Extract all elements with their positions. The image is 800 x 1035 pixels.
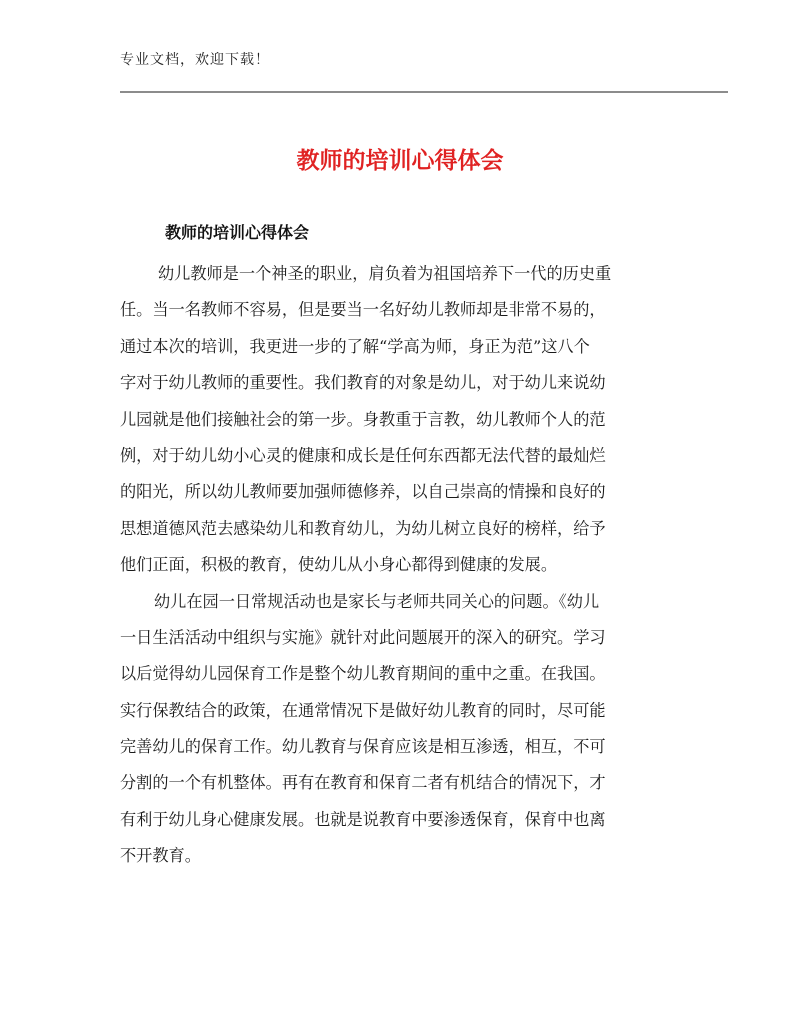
paragraph-line: 分割的一个有机整体。再有在教育和保育二者有机结合的情况下，才	[120, 773, 606, 793]
paragraph-line: 任。当一名教师不容易，但是要当一名好幼儿教师却是非常不易的，	[120, 300, 606, 320]
paragraph-line: 儿园就是他们接触社会的第一步。身教重于言教，幼儿教师个人的范	[120, 409, 606, 429]
document-title: 教师的培训心得体会	[296, 148, 504, 174]
paragraph-1	[120, 256, 675, 584]
paragraph-line: 字对于幼儿教师的重要性。我们教育的对象是幼儿，对于幼儿来说幼	[120, 373, 606, 393]
paragraph-line: 以后觉得幼儿园保育工作是整个幼儿教育期间的重中之重。在我国。	[120, 664, 606, 684]
paragraph-line: 例，对于幼儿幼小心灵的健康和成长是任何东西都无法代替的最灿烂	[120, 445, 606, 465]
paragraph-line: 幼儿教师是一个神圣的职业，肩负着为祖国培养下一代的历史重	[158, 264, 612, 283]
paragraph-line: 的阳光，所以幼儿教师要加强师德修养，以自己崇高的情操和良好的	[120, 482, 606, 502]
paragraph-line: 实行保教结合的政策，在通常情况下是做好幼儿教育的同时，尽可能	[120, 700, 606, 720]
paragraph-line: 他们正面，积极的教育，使幼儿从小身心都得到健康的发展。	[120, 555, 558, 575]
header-text: 专业文档，欢迎下载！	[120, 52, 270, 68]
section-heading: 教师的培训心得体会	[165, 223, 310, 242]
paragraph-2	[120, 584, 675, 875]
paragraph-line: 完善幼儿的保育工作。幼儿教育与保育应该是相互渗透，相互，不可	[120, 737, 606, 757]
header-divider	[120, 91, 728, 93]
paragraph-line: 幼儿在园一日常规活动也是家长与老师共同关心的问题。《幼儿	[154, 591, 600, 611]
paragraph-line: 不开教育。	[120, 846, 201, 866]
paragraph-line: 一日生活活动中组织与实施》就针对此问题展开的深入的研究。学习	[120, 627, 606, 647]
paragraph-line: 通过本次的培训，我更进一步的了解“学高为师，身正为范”这八个	[120, 336, 590, 356]
document-body	[120, 256, 675, 875]
paragraph-line: 有利于幼儿身心健康发展。也就是说教育中要渗透保育，保育中也离	[120, 809, 606, 829]
paragraph-line: 思想道德风范去感染幼儿和教育幼儿，为幼儿树立良好的榜样，给予	[120, 518, 606, 538]
